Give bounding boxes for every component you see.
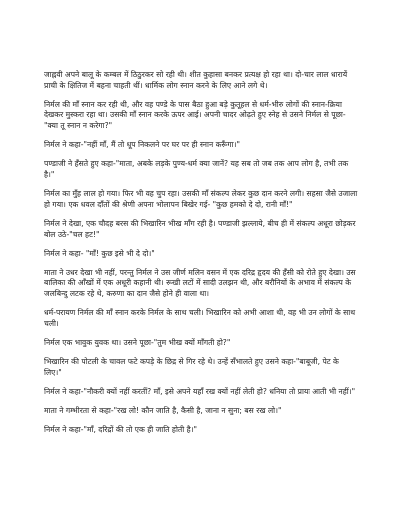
paragraph: भिखारिन की पोटली के चावल फटे कपड़े के छिद्र से गिर रहे थे। उन्हें सँभालते हुए उसने कहा-"बाबूजी, पेट के लिए।" <box>44 357 339 377</box>
paragraph: धर्म-परायण निर्मल की माँ स्नान करके निर्मल के साथ चली। भिखारिन को अभी आशा थी, वह भी उन लोगों के साथ चली। <box>44 308 356 328</box>
paragraph: माता ने उधर देखा भी नहीं, परन्तु निर्मल ने उस जीर्ण मलिन वसन में एक दरिद्र हृदय की हँसी को रोते हुए देखा। उस बालिका की आँखों में एक अधूरी कहानी थी। रूखी लटों में सादी उलझन थी, और बरौनियों के अभाव में संकल्प के जलबिन्दु लटक रहे थे, करुणा का दान जैसे होने ही वाला था। <box>44 267 356 299</box>
paragraph: निर्मल एक भावुक युवक था। उसने पूछा-"तुम भीख क्यों माँगती हो?" <box>44 338 231 348</box>
paragraph: निर्मल का मुँह लाल हो गया। फिर भी वह चुप रहा। उसकी माँ संकल्प लेकर कुछ दान करने लगी। सहसा जैसे उजाला हो गया। एक धवल दाँतों की श्रेणी अपना भोलापन बिखेर गई- "कुछ हमको दे दो, रानी माँ!" <box>44 189 358 209</box>
paragraph: निर्मल ने कहा-"नहीं माँ, मैं तो धूप निकलने पर घर पर ही स्नान करूँगा।" <box>44 140 240 150</box>
paragraph: माता ने गम्भीरता से कहा-"रख लो! कौन जाति है, कैसी है, जाना न सुना; बस रख लो।" <box>44 406 282 416</box>
paragraph: पण्डाजी ने हँसते हुए कहा-"माता, अबके लड़के पुण्य-धर्म क्या जानें? यह सब तो जब तक आप लोग है, तभी तक है।" <box>44 159 349 179</box>
paragraph: जाह्नवी अपने बालू के कम्बल में ठिठुरकर सो रही थी। शीत कुहासा बनकर प्रत्यक्ष हो रहा था। दो-चार लाल धारायें प्राची के क्षितिज में बहना चाहती थीं। धार्मिक लोग स्नान करने के लिए आने लगे थे। <box>44 70 348 90</box>
paragraph: निर्मल ने कहा- "माँ! कुछ इसे भी दे दो।" <box>44 248 155 258</box>
paragraph: निर्मल ने देखा, एक चौदह बरस की भिखारिन भीख माँग रही है। पण्डाजी झल्लाये, बीच ही में संकल्प अधूरा छोड़कर बोल उठे-"चल हट!" <box>44 218 356 239</box>
paragraph: निर्मल ने कहा-"नौकरी क्यों नहीं करतीं? माँ, इसे अपने यहाँ रख क्यों नहीं लेती हो? धनिया तो प्रायः आती भी नहीं।" <box>44 387 356 396</box>
paragraph: निर्मल की माँ स्नान कर रही थी, और वह पण्डे के पास बैठा हुआ बड़े कुतूहल से धर्म-भीरु लोगों की स्नान-क्रिया देखकर मुस्करा रहा था। उसकी माँ स्नान करके ऊपर आई। अपनी चादर ओढ़ते हुए स्नेह से उसने निर्मल से पूछा-"क्या तू स्नान न करेगा?" <box>44 99 346 130</box>
paragraph: निर्मल ने कहा-"माँ, दरिद्रों की तो एक ही जाति होती है।" <box>44 425 198 435</box>
